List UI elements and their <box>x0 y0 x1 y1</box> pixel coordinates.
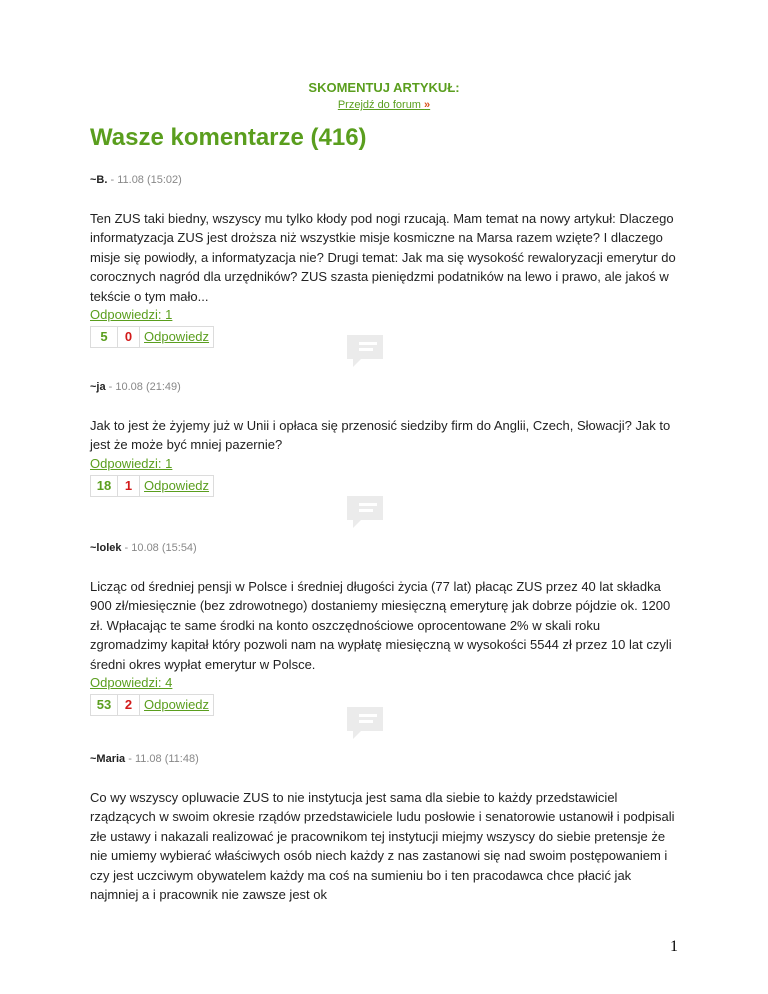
comment-author: ~B. <box>90 174 108 186</box>
forum-link-label: Przejdź do forum <box>337 99 421 111</box>
comment-meta <box>90 753 680 765</box>
replies-link[interactable]: Odpowiedzi: 4 <box>90 675 173 691</box>
comments-heading: Wasze komentarze (416) <box>90 124 367 151</box>
reply-button[interactable]: Odpowiedz <box>140 326 214 348</box>
comment-item <box>90 753 680 904</box>
comment-meta <box>90 542 680 554</box>
replies-link[interactable]: Odpowiedzi: 1 <box>90 455 173 471</box>
comment-article-title: SKOMENTUJ ARTYKUŁ: <box>308 80 460 95</box>
vote-down-button[interactable]: 0 <box>118 326 140 348</box>
comment-item <box>90 174 680 348</box>
comment-body: Co wy wszyscy opluwacie ZUS to nie instytucja jest sama dla siebie to każdy przedstawiciel rządzących w swoim okresie rządów przedstawiciele ludu posłowie i senatorowie ustanowił i podpisali złe ustawy i nakazali realizować je pracownikom tej instytucji miejmy wszyscy do siebie pretensje że nie umiemy wybierać właściwych osób niech każdy z nas zastanowi się nad swoim postępowaniem i czy jest uczciwym obywatelem każdy ma coś na sumieniu bo i ten pracodawca chce płacić jak najmniej a i pracownik nie zawsze jest ok <box>90 790 675 903</box>
vote-up-button[interactable]: 5 <box>90 326 118 348</box>
vote-down-button[interactable]: 1 <box>118 475 140 497</box>
forum-link[interactable] <box>338 99 430 111</box>
vote-down-button[interactable]: 2 <box>118 694 140 716</box>
reply-button[interactable]: Odpowiedz <box>140 475 214 497</box>
comment-meta <box>90 174 680 186</box>
comment-author: ~ja <box>90 381 106 393</box>
forum-arrow-icon: » <box>424 99 431 111</box>
comment-author: ~lolek <box>90 542 122 554</box>
vote-up-button[interactable]: 18 <box>90 475 118 497</box>
vote-up-button[interactable]: 53 <box>90 694 118 716</box>
chat-bubble-icon <box>345 333 385 373</box>
comment-date: - 11.08 (11:48) <box>125 753 199 765</box>
comment-header <box>0 80 768 113</box>
chat-bubble-icon <box>345 705 385 745</box>
vote-bar <box>90 694 680 716</box>
vote-bar <box>90 326 680 348</box>
comment-date: - 10.08 (21:49) <box>105 381 181 393</box>
comment-meta <box>90 381 680 393</box>
comment-body: Ten ZUS taki biedny, wszyscy mu tylko kłody pod nogi rzucają. Mam temat na nowy artykuł: Dlaczego informatyzacja ZUS jest droższa niż wszystkie misje kosmiczne na Marsa razem wzięte? I dlaczego misje się powiodły, a informatyzacja nie? Drugi temat: Jak ma się wysokość rewaloryzacji emerytur do corocznych nagród dla urzędników? ZUS szasta pieniędzmi podatników na lewo i prawo, ale jakoś w tekście o tym mało... <box>90 211 676 304</box>
replies-link[interactable]: Odpowiedzi: 1 <box>90 307 173 323</box>
comment-item <box>90 381 680 497</box>
comment-item <box>90 542 680 716</box>
reply-button[interactable]: Odpowiedz <box>140 694 214 716</box>
chat-bubble-icon <box>345 494 385 534</box>
comment-body: Jak to jest że żyjemy już w Unii i opłaca się przenosić siedziby firm do Anglii, Czech, Słowacji? Jak to jest że może być mniej pazernie? <box>90 418 671 453</box>
comment-author: ~Maria <box>90 753 126 765</box>
page-number: 1 <box>670 938 678 955</box>
comment-date: - 11.08 (15:02) <box>107 174 182 186</box>
comment-body: Licząc od średniej pensji w Polsce i średniej długości życia (77 lat) płacąc ZUS przez 40 lat składka 900 zł/miesięcznie (bez zdrowotnego) dostaniemy miesięczną emeryturę jak dobrze pójdzie ok. 1200 zł. Wpłacając te same środki na konto oszczędnościowe oprocentowane 2% w skali roku zgromadzimy kapitał który pozwoli nam na wypłatę miesięczną w wysokości 5544 zł przez 10 lat czyli średni okres wypłat emerytur w Polsce. <box>90 579 672 672</box>
vote-bar <box>90 475 680 497</box>
comment-date: - 10.08 (15:54) <box>121 542 197 554</box>
